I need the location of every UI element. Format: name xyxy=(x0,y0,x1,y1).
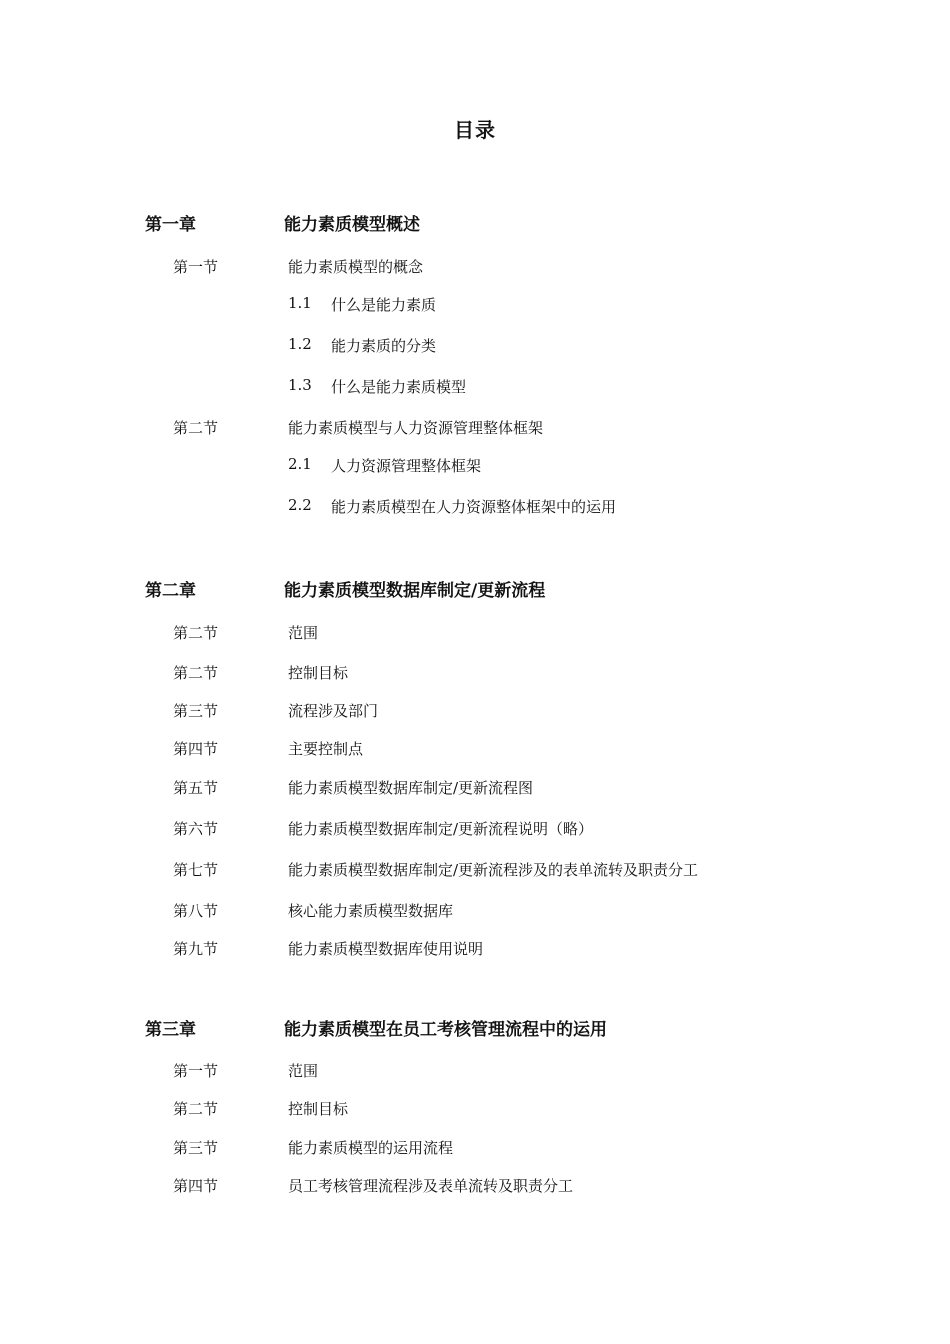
toc-chapter-heading xyxy=(0,576,950,606)
section-title: 范围 xyxy=(288,1062,319,1080)
toc-subsection-entry xyxy=(0,294,950,318)
section-label: 第九节 xyxy=(173,940,219,958)
subsection-title: 能力素质模型在人力资源整体框架中的运用 xyxy=(331,498,617,516)
subsection-number: 1.2 xyxy=(288,335,312,353)
subsection-number: 2.2 xyxy=(288,496,312,514)
toc-subsection-entry xyxy=(0,335,950,359)
section-title: 控制目标 xyxy=(288,1100,349,1118)
toc-section-entry xyxy=(0,818,950,842)
section-title: 能力素质模型数据库制定/更新流程说明（略） xyxy=(288,820,594,838)
toc-chapter-heading xyxy=(0,1015,950,1045)
toc-section-entry xyxy=(0,622,950,646)
toc-section-entry xyxy=(0,1060,950,1084)
toc-section-entry xyxy=(0,738,950,762)
chapter-label: 第二章 xyxy=(145,581,196,601)
section-title: 能力素质模型与人力资源管理整体框架 xyxy=(288,419,544,437)
section-label: 第一节 xyxy=(173,1062,219,1080)
toc-section-entry xyxy=(0,938,950,962)
section-title: 能力素质模型的运用流程 xyxy=(288,1139,454,1157)
section-title: 员工考核管理流程涉及表单流转及职责分工 xyxy=(288,1177,574,1195)
section-label: 第三节 xyxy=(173,1139,219,1157)
toc-chapter-heading xyxy=(0,210,950,240)
toc-section-entry xyxy=(0,1098,950,1122)
chapter-label: 第一章 xyxy=(145,215,196,235)
subsection-number: 1.1 xyxy=(288,294,312,312)
chapter-label: 第三章 xyxy=(145,1020,196,1040)
section-label: 第二节 xyxy=(173,419,219,437)
section-title: 能力素质模型数据库制定/更新流程涉及的表单流转及职责分工 xyxy=(288,861,699,879)
toc-section-entry xyxy=(0,700,950,724)
section-label: 第七节 xyxy=(173,861,219,879)
section-title: 能力素质模型数据库使用说明 xyxy=(288,940,484,958)
chapter-title: 能力素质模型概述 xyxy=(284,215,420,235)
section-label: 第五节 xyxy=(173,779,219,797)
section-title: 范围 xyxy=(288,624,319,642)
subsection-number: 2.1 xyxy=(288,455,312,473)
toc-section-entry xyxy=(0,662,950,686)
subsection-number: 1.3 xyxy=(288,376,312,394)
section-label: 第三节 xyxy=(173,702,219,720)
section-title: 流程涉及部门 xyxy=(288,702,379,720)
section-title: 主要控制点 xyxy=(288,740,364,758)
section-label: 第六节 xyxy=(173,820,219,838)
section-label: 第八节 xyxy=(173,902,219,920)
section-title: 能力素质模型数据库制定/更新流程图 xyxy=(288,779,534,797)
chapter-title: 能力素质模型在员工考核管理流程中的运用 xyxy=(284,1020,607,1040)
toc-subsection-entry xyxy=(0,455,950,479)
toc-subsection-entry xyxy=(0,376,950,400)
toc-section-entry xyxy=(0,1175,950,1199)
toc-section-entry xyxy=(0,859,950,883)
section-label: 第二节 xyxy=(173,664,219,682)
toc-section-entry xyxy=(0,900,950,924)
page-title: 目录 xyxy=(454,118,496,142)
section-title: 控制目标 xyxy=(288,664,349,682)
section-label: 第四节 xyxy=(173,740,219,758)
subsection-title: 能力素质的分类 xyxy=(331,337,437,355)
toc-subsection-entry xyxy=(0,496,950,520)
section-label: 第二节 xyxy=(173,1100,219,1118)
section-label: 第一节 xyxy=(173,258,219,276)
toc-section-entry xyxy=(0,1137,950,1161)
chapter-title: 能力素质模型数据库制定/更新流程 xyxy=(284,581,546,601)
section-label: 第二节 xyxy=(173,624,219,642)
subsection-title: 人力资源管理整体框架 xyxy=(331,457,482,475)
subsection-title: 什么是能力素质 xyxy=(331,296,437,314)
section-title: 核心能力素质模型数据库 xyxy=(288,902,454,920)
section-title: 能力素质模型的概念 xyxy=(288,258,424,276)
section-label: 第四节 xyxy=(173,1177,219,1195)
subsection-title: 什么是能力素质模型 xyxy=(331,378,467,396)
toc-section-entry xyxy=(0,417,950,441)
toc-section-entry xyxy=(0,777,950,801)
toc-section-entry xyxy=(0,256,950,280)
